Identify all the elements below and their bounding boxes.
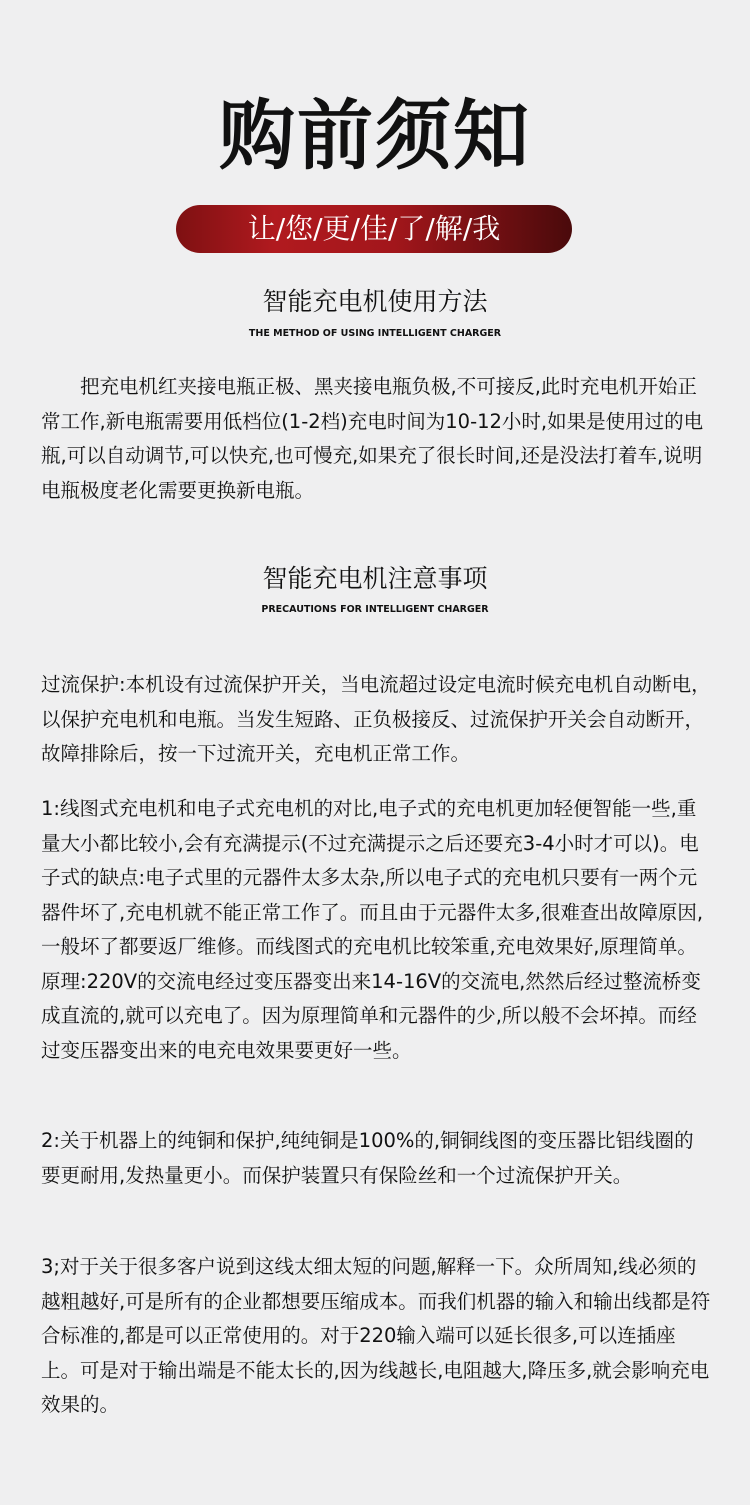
overcurrent-protection-text: 过流保护:本机设有过流保护开关，当电流超过设定电流时候充电机自动断电，以保护充电机和电瓶。当发生短路、正负极接反、过流保护开关会自动断开，故障排除后，按一下过流开关，充电机正常工作。 bbox=[41, 673, 711, 765]
precaution-item-1: 1:线图式充电机和电子式充电机的对比,电子式的充电机更加轻便智能一些,重量大小都比较小,会有充满提示(不过充满提示之后还要充3-4小时才可以)。电子式的缺点:电子式里的元器件太多太杂,所以电子式的充电机只要有一两个元器件坏了,充电机就不能正常工作了。而且由于元器件太多,很难查出故障原因,一般坏了都要返厂维修。而线图式的充电机比较笨重,充电效果好,原理简单。原理:220V的交流电经过变压器变出来14-16V的交流电,然然后经过整流桥变成直流的,就可以充电了。因为原理简单和元器件的少,所以般不会坏掉。而经过变压器变出来的电充电效果要更好一些。 bbox=[41, 797, 704, 1062]
usage-section-subtitle: THE METHOD OF USING INTELLIGENT CHARGER bbox=[248, 328, 502, 339]
usage-instructions-text: 把充电机红夹接电瓶正极、黑夹接电瓶负极,不可接反,此时充电机开始正常工作,新电瓶需要用低档位(1-2档)充电时间为10-12小时,如果是使用过的电瓶,可以自动调节,可以快充,也可慢充,如果充了很长时间,还是没法打着车,说明电瓶极度老化需要更换新电瓶。 bbox=[41, 375, 704, 502]
precaution-item-3: 3;对于关于很多客户说到这线太细太短的问题,解释一下。众所周知,线必须的越粗越好,可是所有的企业都想要压缩成本。而我们机器的输入和输出线都是符合标准的,都是可以正常使用的。对于220输入端可以延长很多,可以连插座上。可是对于输出端是不能太长的,因为线越长,电阻越大,降压多,就会影响充电效果的。 bbox=[41, 1255, 711, 1416]
subtitle-banner: 让/您/更/佳/了/解/我 bbox=[176, 205, 572, 253]
page-title: 购前须知 bbox=[219, 91, 531, 180]
precaution-item-2: 2:关于机器上的纯铜和保护,纯纯铜是100%的,铜铜线图的变压器比铝线圈的要更耐用,发热量更小。而保护装置只有保险丝和一个过流保护开关。 bbox=[41, 1129, 694, 1187]
precautions-section-subtitle: PRECAUTIONS FOR INTELLIGENT CHARGER bbox=[261, 604, 489, 615]
precautions-section-title: 智能充电机注意事项 bbox=[262, 564, 488, 593]
usage-section-title: 智能充电机使用方法 bbox=[262, 287, 488, 316]
